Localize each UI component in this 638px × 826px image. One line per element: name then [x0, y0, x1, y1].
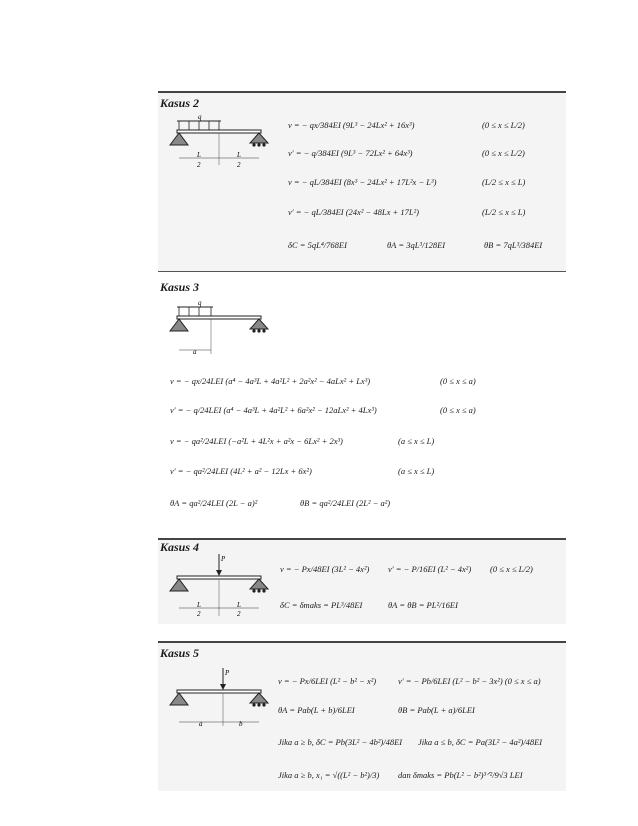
- case-3-title: Kasus 3: [160, 280, 200, 294]
- case-3-range-2: (0 ≤ x ≤ a): [440, 405, 476, 415]
- case-4-eq-1: v = − Px/48EI (3L² − 4x²): [280, 564, 370, 574]
- load-q-label: q: [198, 299, 202, 307]
- case-2-range-4: (L/2 ≤ x ≤ L): [482, 207, 526, 217]
- dim-L-right: L: [237, 601, 241, 609]
- case-4-delta: δC = δmaks = PL³/48EI: [280, 600, 363, 610]
- dim-L-left: L: [197, 151, 201, 159]
- case-3-range-1: (0 ≤ x ≤ a): [440, 376, 476, 386]
- case-5-x1: Jika a ≥ b, x₁ = √((L² − b²)/3): [278, 770, 380, 780]
- dim-b: b: [239, 720, 243, 728]
- case-2-eq-4: v′ = − qL/384EI (24x² − 48Lx + 17L²): [288, 207, 419, 217]
- case-5-eq-2: v′ = − Pb/6LEI (L² − b² − 3x²) (0 ≤ x ≤ a): [398, 676, 541, 686]
- case-3-beam-diagram: [165, 296, 275, 360]
- case-2-range-2: (0 ≤ x ≤ L/2): [482, 148, 525, 158]
- case-2-theta-b: θB = 7qL³/384EI: [484, 240, 543, 250]
- case-2-beam-diagram: [165, 110, 275, 180]
- case-5-delta-c-1: Jika a ≥ b, δC = Pb(3L² − 4b²)/48EI: [278, 737, 403, 747]
- case-3-eq-4: v′ = − qa²/24LEI (4L² + a² − 12Lx + 6x²): [170, 466, 312, 476]
- case-5-beam-diagram: [165, 666, 275, 730]
- dim-a: a: [193, 348, 197, 356]
- case-2-eq-1: v = − qx/384EI (9L³ − 24Lx² + 16x³): [288, 120, 415, 130]
- dim-L-right: L: [237, 151, 241, 159]
- dim-2-left: 2: [197, 610, 201, 618]
- dim-a: a: [199, 720, 203, 728]
- case-5-delta-c-2: Jika a ≤ b, δC = Pa(3L² − 4a²)/48EI: [418, 737, 543, 747]
- load-q-label: q: [198, 113, 202, 121]
- case-2-eq-3: v = − qL/384EI (8x³ − 24Lx² + 17L²x − L³): [288, 177, 437, 187]
- case-3-range-4: (a ≤ x ≤ L): [398, 466, 435, 476]
- case-2-eq-2: v′ = − q/384EI (9L³ − 72Lx² + 64x³): [288, 148, 413, 158]
- case-2-range-3: (L/2 ≤ x ≤ L): [482, 177, 526, 187]
- load-P-label: P: [221, 555, 226, 563]
- dim-L-left: L: [197, 601, 201, 609]
- case-3-eq-2: v′ = − q/24LEI (a⁴ − 4a³L + 4a²L² + 6a²x² − 12aLx² + 4Lx³): [170, 405, 377, 415]
- case-4-beam-diagram: [165, 552, 275, 622]
- case-3-eq-3: v = − qa²/24LEI (−a²L + 4L²x + a²x − 6Lx² + 2x³): [170, 436, 343, 446]
- case-2-theta-a: θA = 3qL³/128EI: [387, 240, 446, 250]
- case-3-theta-b: θB = qa²/24LEI (2L² − a²): [300, 498, 391, 508]
- load-P-label: P: [225, 669, 230, 677]
- case-3-eq-1: v = − qx/24LEI (a⁴ − 4a³L + 4a²L² + 2a²x² − 4aLx² + Lx³): [170, 376, 371, 386]
- case-4-theta: θA = θB = PL²/16EI: [388, 600, 458, 610]
- case-3-theta-a: θA = qa²/24LEI (2L − a)²: [170, 498, 258, 508]
- case-4-range: (0 ≤ x ≤ L/2): [490, 564, 533, 574]
- case-5-theta-b: θB = Pab(L + a)/6LEI: [398, 705, 475, 715]
- dim-2-right: 2: [237, 161, 241, 169]
- case-2-delta-c: δC = 5qL⁴/768EI: [288, 240, 347, 250]
- section-divider: [158, 271, 566, 272]
- case-3-range-3: (a ≤ x ≤ L): [398, 436, 435, 446]
- case-5-theta-a: θA = Pab(L + b)/6LEI: [278, 705, 355, 715]
- case-5-eq-1: v = − Px/6LEI (L² − b² − x²): [278, 676, 377, 686]
- dim-2-left: 2: [197, 161, 201, 169]
- case-4-eq-2: v′ = − P/16EI (L² − 4x²): [388, 564, 472, 574]
- case-2-title: Kasus 2: [160, 96, 200, 110]
- dim-2-right: 2: [237, 610, 241, 618]
- case-4-title: Kasus 4: [160, 540, 200, 554]
- case-2-range-1: (0 ≤ x ≤ L/2): [482, 120, 525, 130]
- case-5-title: Kasus 5: [160, 646, 200, 660]
- case-5-delta-maks: dan δmaks = Pb(L² − b²)³ᐟ²/9√3 LEI: [398, 770, 523, 780]
